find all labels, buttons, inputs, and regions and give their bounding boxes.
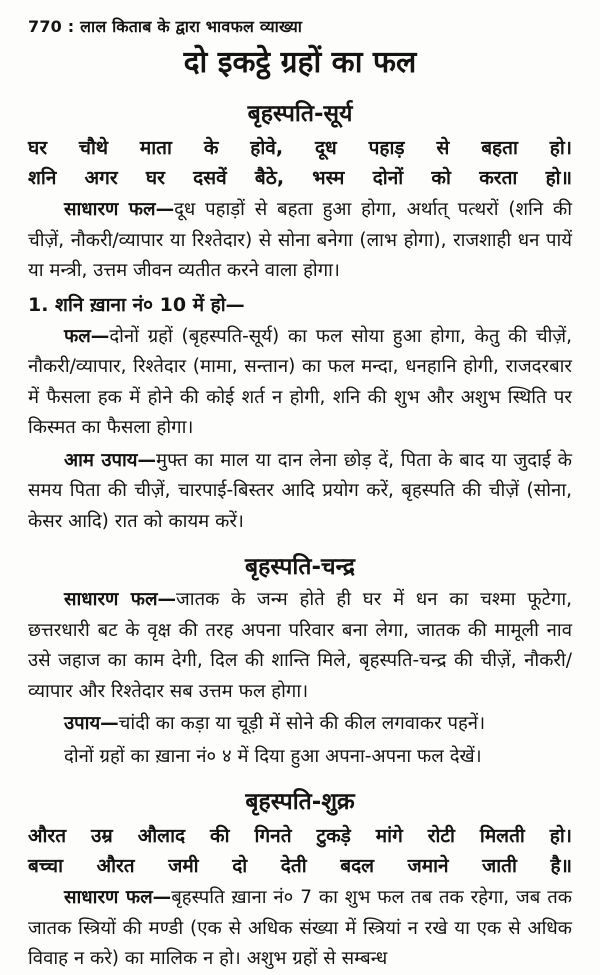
paragraph-label: साधारण फल— (64, 199, 175, 220)
verse-line: बच्चा औरत जमी दो देती बदल जमाने जाती है॥ (28, 855, 572, 877)
paragraph-text: दोनों ग्रहों (बृहस्पति-सूर्य) का फल सोया हुआ होगा, केतु की चीज़ें, नौकरी/व्यापार, रिश्तेदार (मामा, सन्तान) का फल मन्दा, धनहानि होगी, राजदरबार में फैसला हक में होने की कोई शर्त न होगी, शनि की शुभ और अशुभ स्थिति पर किस्मत का फैसला होगा। (28, 325, 572, 438)
paragraph-text: दूध पहाड़ों से बहता हुआ होगा, अर्थात् पत्थरों (शनि की चीज़ें, नौकरी/व्यापार या रिश्तेदार) से सोना बनेगा (लाभ होगा), राजशाही धन पायें या मन्त्री, उत्तम जीवन व्यतीत करने वाला होगा। (28, 199, 572, 281)
subheading-saturn-house-10: 1. शनि ख़ाना नं० 10 में हो— (28, 293, 245, 316)
paragraph-text: बृहस्पति ख़ाना नं० 7 का शुभ फल तब तक रहेगा, जब तक जातक स्त्रियों की मण्डी (एक से अधिक संख्या में स्त्रियां न रखे या एक से अधिक विवाह न करे) का मालिक न हो। अशुभ ग्रहों से सम्बन्ध (28, 887, 572, 969)
paragraph-label: उपाय— (64, 713, 119, 734)
section-heading-jupiter-sun: बृहस्पति-सूर्य (247, 101, 353, 127)
section-jupiter-venus (28, 786, 572, 975)
section-jupiter-moon (28, 551, 572, 772)
verse-line: औरत उम्र औलाद की गिनते टुकड़े मांगे रोटी मिलती हो। (28, 825, 572, 847)
verse-line: शनि अगर घर दसवें बैठे, भस्म दोनों को करता हो॥ (28, 167, 572, 189)
paragraph-remedy-jupiter-moon (28, 709, 572, 740)
verse-jupiter-venus (28, 821, 572, 881)
verse-line: घर चौथे माता के होवे, दूध पहाड़ से बहता हो। (28, 137, 572, 159)
paragraph-general-result-jupiter-moon (28, 585, 572, 707)
section-heading-jupiter-moon: बृहस्पति-चन्द्र (245, 554, 355, 580)
running-header: 770 : लाल किताब के द्वारा भावफल व्याख्या (28, 17, 303, 36)
verse-jupiter-sun (28, 133, 572, 193)
paragraph-result-jupiter-sun (28, 322, 572, 444)
paragraph-label: साधारण फल— (64, 589, 177, 610)
paragraph-general-result-jupiter-sun (28, 195, 572, 287)
paragraph-common-remedy-jupiter-sun (28, 446, 572, 538)
page-title: दो इकट्ठे ग्रहों का फल (183, 45, 417, 80)
paragraph-text: मुफ्त का माल या दान लेना छोड़ दें, पिता के बाद या जुदाई के समय पिता की चीज़ें, चारपाई-बिस्तर आदि प्रयोग करें, बृहस्पति की चीज़ें (सोना, केसर आदि) रात को कायम करें। (28, 449, 572, 532)
paragraph-label: आम उपाय— (64, 449, 157, 471)
paragraph-note-jupiter-moon: दोनों ग्रहों का ख़ाना नं० ४ में दिया हुआ अपना-अपना फल देखें। (64, 745, 482, 767)
section-heading-jupiter-venus: बृहस्पति-शुक्र (245, 789, 355, 815)
section-jupiter-sun (28, 98, 572, 537)
paragraph-text: जातक के जन्म होते ही घर में धन का चश्मा फूटेगा, छत्तरधारी बट के वृक्ष की तरह अपना परिवार बना लेगा, जातक की मामूली नाव उसे जहाज का काम देगी, दिल की शान्ति मिले, बृहस्पति-चन्द्र की चीज़ें, नौकरी/व्यापार और रिश्तेदार सब उत्तम फल होगा। (28, 589, 572, 702)
paragraph-label: साधारण फल— (64, 887, 172, 908)
paragraph-text: चांदी का कड़ा या चूड़ी में सोने की कील लगवाकर पहनें। (118, 713, 486, 734)
paragraph-general-result-jupiter-venus (28, 883, 572, 975)
paragraph-label: फल— (64, 325, 110, 347)
